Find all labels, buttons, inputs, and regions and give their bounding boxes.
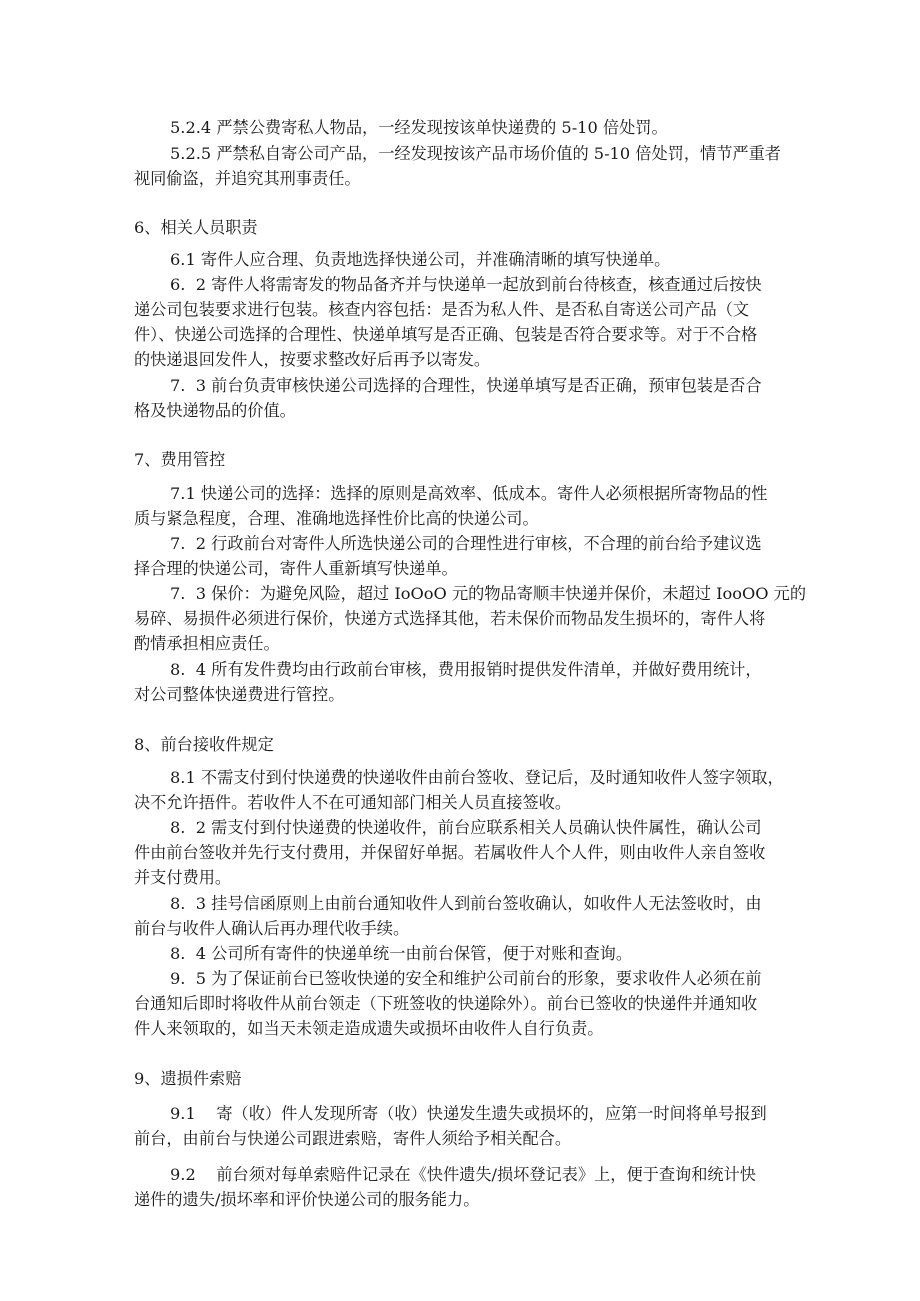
clause-7-1-line-2: 质与紧急程度，合理、准确地选择性价比高的快递公司。 xyxy=(134,509,539,528)
clause-8-1-line-2: 决不允许捂件。若收件人不在可通知部门相关人员直接签收。 xyxy=(134,793,572,812)
clause-9-2-line-2: 递件的遗失/损坏率和评价快递公司的服务能力。 xyxy=(134,1190,480,1209)
clause-7-4-line-2: 对公司整体快递费进行管控。 xyxy=(134,685,345,704)
clause-8-5-line-2: 台通知后即时将收件从前台领走（下班签收的快递除外）。前台已签收的快递件并通知收 xyxy=(134,994,758,1013)
clause-8-2-line-3: 并支付费用。 xyxy=(134,868,232,887)
clause-8-2-line-1: 8. 2 需支付到付快递费的快递收件，前台应联系相关人员确认快件属性，确认公司 xyxy=(170,818,762,837)
clause-7-4-line-1: 8. 4 所有发件费均由行政前台审核，费用报销时提供发件清单，并做好费用统计， xyxy=(170,660,762,679)
clause-5-2-4-line-1: 5.2.4 严禁公费寄私人物品，一经发现按该单快递费的 5-10 倍处罚。 xyxy=(170,118,668,137)
clause-7-3-line-1: 7. 3 保价：为避免风险，超过 IoOoO 元的物品寄顺丰快递并保价，未超过 IooOO 元的 xyxy=(170,584,807,603)
clause-8-1-line-1: 8.1 不需支付到付快递费的快递收件由前台签收、登记后，及时通知收件人签字领取， xyxy=(170,768,784,787)
clause-8-5-line-3: 件人来领取的，如当天未领走造成遗失或损坏由收件人自行负责。 xyxy=(134,1019,604,1038)
clause-8-3-line-2: 前台与收件人确认后再办理代收手续。 xyxy=(134,919,410,938)
clause-8-2-line-2: 件由前台签收并先行支付费用，并保留好单据。若属收件人个人件，则由收件人亲自签收 xyxy=(134,843,766,862)
clause-5-2-5-line-1: 5.2.5 严禁私自寄公司产品，一经发现按该产品市场价值的 5-10 倍处罚，情节严重者 xyxy=(170,144,781,163)
clause-7-2-line-1: 7. 2 行政前台对寄件人所选快递公司的合理性进行审核，不合理的前台给予建议选 xyxy=(170,534,762,553)
clause-6-2-line-2: 递公司包装要求进行包装。核查内容包括：是否为私人件、是否私自寄送公司产品（文 xyxy=(134,300,750,319)
section-9-heading: 9、遗损件索赔 xyxy=(134,1069,242,1088)
section-6-heading: 6、相关人员职责 xyxy=(134,218,258,237)
clause-9-1-line-2: 前台，由前台与快递公司跟进索赔，寄件人须给予相关配合。 xyxy=(134,1129,572,1148)
clause-9-2-line-1: 9.2 前台须对每单索赔件记录在《快件遗失/损坏登记表》上，便于查询和统计快 xyxy=(170,1165,756,1184)
clause-6-3-line-2: 格及快递物品的价值。 xyxy=(134,401,296,420)
clause-9-1-line-1: 9.1 寄（收）件人发现所寄（收）快递发生遗失或损坏的，应第一时间将单号报到 xyxy=(170,1104,767,1123)
clause-6-3-line-1: 7. 3 前台负责审核快递公司选择的合理性，快递单填写是否正确，预审包装是否合 xyxy=(170,376,762,395)
clause-5-2-5-line-2: 视同偷盗，并追究其刑事责任。 xyxy=(134,169,361,188)
clause-8-3-line-1: 8. 3 挂号信函原则上由前台通知收件人到前台签收确认，如收件人无法签收时，由 xyxy=(170,894,762,913)
clause-6-2-line-3: 件）、快递公司选择的合理性、快递单填写是否正确、包装是否符合要求等。对于不合格 xyxy=(134,325,758,344)
clause-6-2-line-1: 6. 2 寄件人将需寄发的物品备齐并与快递单一起放到前台待核查，核查通过后按快 xyxy=(170,275,762,294)
clause-6-2-line-4: 的快递退回发件人，按要求整改好后再予以寄发。 xyxy=(134,350,491,369)
clause-8-5-line-1: 9. 5 为了保证前台已签收快递的安全和维护公司前台的形象，要求收件人必须在前 xyxy=(170,969,762,988)
clause-7-2-line-2: 择合理的快递公司，寄件人重新填写快递单。 xyxy=(134,559,458,578)
clause-7-3-line-2: 易碎、易损件必须进行保价，快递方式选择其他，若未保价而物品发生损坏的，寄件人将 xyxy=(134,609,766,628)
clause-8-4-line-1: 8. 4 公司所有寄件的快递单统一由前台保管，便于对账和查询。 xyxy=(170,944,633,963)
clause-6-1-line-1: 6.1 寄件人应合理、负责地选择快递公司，并准确清晰的填写快递单。 xyxy=(170,250,671,269)
section-7-heading: 7、费用管控 xyxy=(134,450,226,469)
clause-7-3-line-3: 酌情承担相应责任。 xyxy=(134,634,280,653)
section-8-heading: 8、前台接收件规定 xyxy=(134,735,274,754)
clause-7-1-line-1: 7.1 快递公司的选择：选择的原则是高效率、低成本。寄件人必须根据所寄物品的性 xyxy=(170,484,768,503)
